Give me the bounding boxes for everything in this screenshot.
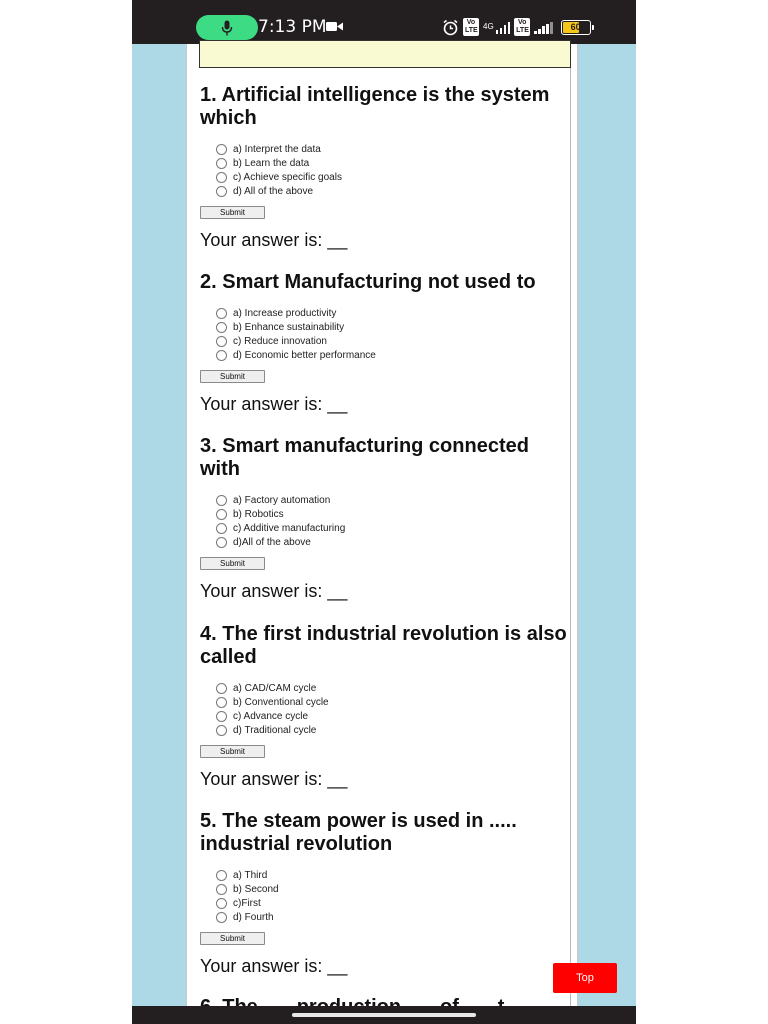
question-block (200, 435, 572, 602)
option-item[interactable] (216, 170, 572, 184)
mic-active-indicator[interactable] (196, 15, 258, 40)
answer-text: Your answer is: __ (200, 394, 348, 414)
option-item[interactable] (216, 882, 572, 896)
option-label: d) Economic better performance (233, 349, 376, 361)
options-list (200, 306, 572, 362)
question-block (200, 810, 572, 977)
question-title: 3. Smart manufacturing connected with (200, 435, 529, 480)
status-right-icons (442, 17, 591, 37)
option-item[interactable] (216, 306, 572, 320)
option-label: a) Factory automation (233, 494, 331, 506)
radio-button[interactable] (216, 186, 227, 197)
question-block (200, 84, 572, 251)
option-item[interactable] (216, 507, 572, 521)
option-item[interactable] (216, 320, 572, 334)
option-label: d) All of the above (233, 185, 314, 197)
option-item[interactable] (216, 156, 572, 170)
option-label: a) Interpret the data (233, 143, 321, 155)
submit-button[interactable]: Submit (200, 206, 265, 219)
question-block (200, 623, 572, 790)
radio-button[interactable] (216, 683, 227, 694)
radio-button[interactable] (216, 495, 227, 506)
option-item[interactable] (216, 493, 572, 507)
quiz-page (186, 44, 578, 1006)
radio-button[interactable] (216, 697, 227, 708)
signal-icon-2 (534, 21, 553, 34)
question-block (200, 271, 572, 415)
option-label: d) Traditional cycle (233, 724, 317, 736)
options-list (200, 681, 572, 737)
answer-text: Your answer is: __ (200, 769, 348, 789)
radio-button[interactable] (216, 322, 227, 333)
option-item[interactable] (216, 334, 572, 348)
network-type-label: 4G (483, 22, 494, 31)
option-label: c) Additive manufacturing (233, 522, 346, 534)
radio-button[interactable] (216, 870, 227, 881)
option-label: d) Fourth (233, 911, 274, 923)
option-item[interactable] (216, 910, 572, 924)
radio-button[interactable] (216, 884, 227, 895)
phone-screen (132, 0, 636, 1024)
signal-icon (496, 21, 511, 34)
option-label: b) Learn the data (233, 157, 310, 169)
radio-button[interactable] (216, 144, 227, 155)
option-item[interactable] (216, 868, 572, 882)
option-item[interactable] (216, 521, 572, 535)
radio-button[interactable] (216, 537, 227, 548)
option-label: b) Robotics (233, 508, 284, 520)
option-label: a) Increase productivity (233, 307, 337, 319)
video-icon (326, 21, 343, 32)
battery-icon (561, 20, 591, 35)
options-list (200, 493, 572, 549)
radio-button[interactable] (216, 172, 227, 183)
option-label: c) Achieve specific goals (233, 171, 342, 183)
option-item[interactable] (216, 184, 572, 198)
option-item[interactable] (216, 142, 572, 156)
option-item[interactable] (216, 681, 572, 695)
option-label: a) Third (233, 869, 268, 881)
option-label: b) Enhance sustainability (233, 321, 345, 333)
option-label: d)All of the above (233, 536, 311, 548)
option-item[interactable] (216, 709, 572, 723)
alarm-icon (442, 19, 459, 36)
option-label: c) Advance cycle (233, 710, 309, 722)
status-bar (132, 0, 636, 44)
question-title: 2. Smart Manufacturing not used to (200, 271, 536, 293)
radio-button[interactable] (216, 725, 227, 736)
radio-button[interactable] (216, 711, 227, 722)
status-time: 7:13 PM (258, 17, 327, 37)
radio-button[interactable] (216, 350, 227, 361)
option-item[interactable] (216, 896, 572, 910)
header-box (199, 40, 571, 68)
option-label: c)First (233, 897, 261, 909)
option-label: b) Conventional cycle (233, 696, 329, 708)
question-title: 4. The first industrial revolution is also called (200, 623, 567, 668)
radio-button[interactable] (216, 898, 227, 909)
submit-button[interactable]: Submit (200, 745, 265, 758)
scroll-to-top-button[interactable]: Top (553, 963, 617, 993)
battery-level: 60 (570, 22, 581, 32)
volte-badge-1: Vo LTE (465, 19, 478, 34)
option-label: b) Second (233, 883, 279, 895)
navigation-bar (132, 1006, 636, 1024)
option-item[interactable] (216, 723, 572, 737)
option-item[interactable] (216, 535, 572, 549)
answer-text: Your answer is: __ (200, 230, 348, 250)
options-list (200, 868, 572, 924)
radio-button[interactable] (216, 158, 227, 169)
submit-button[interactable]: Submit (200, 932, 265, 945)
answer-text: Your answer is: __ (200, 956, 348, 976)
radio-button[interactable] (216, 912, 227, 923)
submit-button[interactable]: Submit (200, 370, 265, 383)
quiz-column (187, 44, 571, 1006)
question-title: 1. Artificial intelligence is the system which (200, 84, 550, 129)
option-item[interactable] (216, 695, 572, 709)
radio-button[interactable] (216, 336, 227, 347)
mic-icon (221, 20, 233, 36)
radio-button[interactable] (216, 308, 227, 319)
radio-button[interactable] (216, 523, 227, 534)
option-item[interactable] (216, 348, 572, 362)
volte-badge-2: Vo LTE (516, 19, 529, 34)
question-title: 5. The steam power is used in ..... industrial revolution (200, 810, 517, 855)
answer-text: Your answer is: __ (200, 581, 348, 601)
option-label: c) Reduce innovation (233, 335, 327, 347)
option-label: a) CAD/CAM cycle (233, 682, 317, 694)
submit-button[interactable]: Submit (200, 557, 265, 570)
radio-button[interactable] (216, 509, 227, 520)
home-indicator[interactable] (292, 1013, 476, 1017)
options-list (200, 142, 572, 198)
